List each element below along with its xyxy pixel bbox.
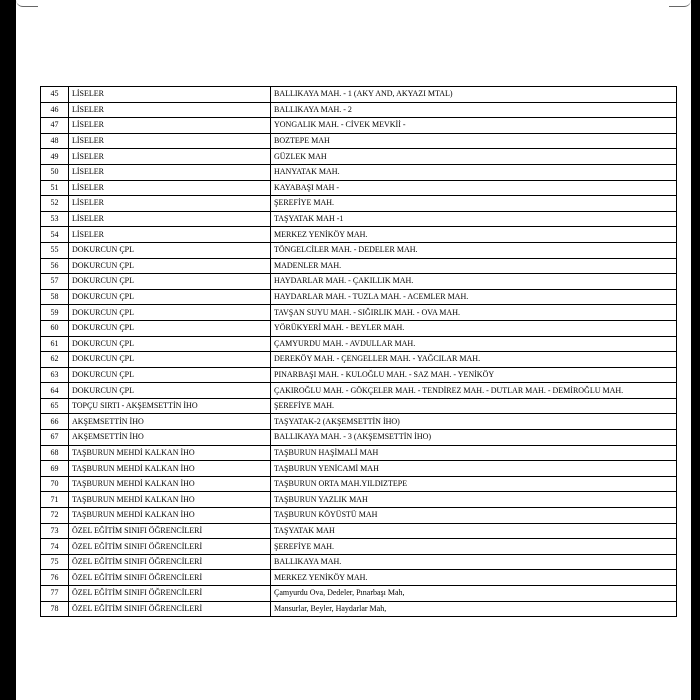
neighborhood-list: TAVŞAN SUYU MAH. - SIĞIRLIK MAH. - OVA MAH. — [271, 305, 677, 321]
school-name: TAŞBURUN MEHDİ KALKAN İHO — [69, 461, 271, 477]
table-row — [41, 570, 677, 586]
school-name: LİSELER — [69, 180, 271, 196]
neighborhood-list: PINARBAŞI MAH. - KULOĞLU MAH. - SAZ MAH. - YENİKÖY — [271, 367, 677, 383]
neighborhood-list: BALLIKAYA MAH. — [271, 554, 677, 570]
school-name: LİSELER — [69, 227, 271, 243]
row-number: 67 — [41, 430, 69, 446]
row-number: 46 — [41, 102, 69, 118]
table-row — [41, 586, 677, 602]
school-name: DOKURCUN ÇPL — [69, 289, 271, 305]
row-number: 50 — [41, 164, 69, 180]
school-name: LİSELER — [69, 211, 271, 227]
school-name: AKŞEMSETTİN İHO — [69, 414, 271, 430]
table-row — [41, 87, 677, 103]
table-row — [41, 180, 677, 196]
school-name: DOKURCUN ÇPL — [69, 352, 271, 368]
table-row — [41, 398, 677, 414]
row-number: 78 — [41, 601, 69, 617]
school-name: AKŞEMSETTİN İHO — [69, 430, 271, 446]
row-number: 53 — [41, 211, 69, 227]
top-right-corner — [669, 0, 691, 7]
neighborhood-list: DEREKÖY MAH. - ÇENGELLER MAH. - YAĞCILAR MAH. — [271, 352, 677, 368]
neighborhood-list: ŞEREFİYE MAH. — [271, 196, 677, 212]
page-bottom-margin — [16, 684, 691, 700]
school-name: ÖZEL EĞİTİM SINIFI ÖĞRENCİLERİ — [69, 554, 271, 570]
row-number: 63 — [41, 367, 69, 383]
table-row — [41, 414, 677, 430]
neighborhood-list: HAYDARLAR MAH. - TUZLA MAH. - ACEMLER MAH. — [271, 289, 677, 305]
school-name: DOKURCUN ÇPL — [69, 258, 271, 274]
school-name: LİSELER — [69, 87, 271, 103]
school-name: TAŞBURUN MEHDİ KALKAN İHO — [69, 508, 271, 524]
table-row — [41, 336, 677, 352]
right-edge — [691, 0, 700, 700]
neighborhood-list: Çamyurdu Ova, Dedeler, Pınarbaşı Mah, — [271, 586, 677, 602]
school-name: LİSELER — [69, 133, 271, 149]
row-number: 59 — [41, 305, 69, 321]
top-left-corner — [16, 0, 38, 7]
neighborhood-list: TAŞBURUN HAŞİMALİ MAH — [271, 445, 677, 461]
table-row — [41, 508, 677, 524]
school-name: DOKURCUN ÇPL — [69, 320, 271, 336]
neighborhood-list: ŞEREFİYE MAH. — [271, 398, 677, 414]
school-name: LİSELER — [69, 102, 271, 118]
neighborhood-list: Mansurlar, Beyler, Haydarlar Mah, — [271, 601, 677, 617]
neighborhood-list: TAŞYATAK MAH -1 — [271, 211, 677, 227]
table-row — [41, 461, 677, 477]
row-number: 58 — [41, 289, 69, 305]
neighborhood-list: TAŞBURUN YENİCAMİ MAH — [271, 461, 677, 477]
school-name: ÖZEL EĞİTİM SINIFI ÖĞRENCİLERİ — [69, 523, 271, 539]
school-name: TOPÇU SIRTI - AKŞEMSETTİN İHO — [69, 398, 271, 414]
row-number: 57 — [41, 274, 69, 290]
neighborhood-list: MADENLER MAH. — [271, 258, 677, 274]
row-number: 70 — [41, 476, 69, 492]
row-number: 73 — [41, 523, 69, 539]
table-row — [41, 352, 677, 368]
table-row — [41, 492, 677, 508]
route-table — [40, 86, 677, 617]
neighborhood-list: TAŞBURUN ORTA MAH.YILDIZTEPE — [271, 476, 677, 492]
neighborhood-list: BALLIKAYA MAH. - 3 (AKŞEMSETTİN İHO) — [271, 430, 677, 446]
school-name: LİSELER — [69, 196, 271, 212]
row-number: 76 — [41, 570, 69, 586]
row-number: 71 — [41, 492, 69, 508]
school-name: ÖZEL EĞİTİM SINIFI ÖĞRENCİLERİ — [69, 570, 271, 586]
table-row — [41, 601, 677, 617]
table-body — [41, 87, 677, 617]
table-row — [41, 211, 677, 227]
row-number: 47 — [41, 118, 69, 134]
school-name: TAŞBURUN MEHDİ KALKAN İHO — [69, 445, 271, 461]
table-row — [41, 554, 677, 570]
school-name: LİSELER — [69, 118, 271, 134]
neighborhood-list: YONGALIK MAH. - CİVEK MEVKİİ - — [271, 118, 677, 134]
neighborhood-list: ŞEREFİYE MAH. — [271, 539, 677, 555]
table-row — [41, 274, 677, 290]
neighborhood-list: TAŞYATAK MAH — [271, 523, 677, 539]
table-row — [41, 118, 677, 134]
school-name: ÖZEL EĞİTİM SINIFI ÖĞRENCİLERİ — [69, 586, 271, 602]
table-row — [41, 305, 677, 321]
row-number: 66 — [41, 414, 69, 430]
row-number: 55 — [41, 242, 69, 258]
row-number: 61 — [41, 336, 69, 352]
table-row — [41, 196, 677, 212]
school-name: DOKURCUN ÇPL — [69, 336, 271, 352]
neighborhood-list: BALLIKAYA MAH. - 1 (AKY AND, AKYAZI MTAL) — [271, 87, 677, 103]
neighborhood-list: ÇAMYURDU MAH. - AVDULLAR MAH. — [271, 336, 677, 352]
neighborhood-list: BOZTEPE MAH — [271, 133, 677, 149]
row-number: 49 — [41, 149, 69, 165]
row-number: 52 — [41, 196, 69, 212]
table-row — [41, 149, 677, 165]
neighborhood-list: HAYDARLAR MAH. - ÇAKILLIK MAH. — [271, 274, 677, 290]
row-number: 60 — [41, 320, 69, 336]
school-name: ÖZEL EĞİTİM SINIFI ÖĞRENCİLERİ — [69, 601, 271, 617]
neighborhood-list: HANYATAK MAH. — [271, 164, 677, 180]
neighborhood-list: TAŞBURUN YAZLIK MAH — [271, 492, 677, 508]
row-number: 68 — [41, 445, 69, 461]
school-name: TAŞBURUN MEHDİ KALKAN İHO — [69, 492, 271, 508]
row-number: 45 — [41, 87, 69, 103]
table-row — [41, 367, 677, 383]
table-row — [41, 133, 677, 149]
school-name: DOKURCUN ÇPL — [69, 305, 271, 321]
table-row — [41, 164, 677, 180]
neighborhood-list: TAŞBURUN KÖYÜSTÜ MAH — [271, 508, 677, 524]
school-name: DOKURCUN ÇPL — [69, 242, 271, 258]
row-number: 65 — [41, 398, 69, 414]
neighborhood-list: TÖNGELCİLER MAH. - DEDELER MAH. — [271, 242, 677, 258]
row-number: 72 — [41, 508, 69, 524]
neighborhood-list: ÇAKIROĞLU MAH. - GÖKÇELER MAH. - TENDİREZ MAH. - DUTLAR MAH. - DEMİROĞLU MAH. — [271, 383, 677, 399]
school-name: DOKURCUN ÇPL — [69, 383, 271, 399]
row-number: 56 — [41, 258, 69, 274]
table-row — [41, 320, 677, 336]
neighborhood-list: GÜZLEK MAH — [271, 149, 677, 165]
row-number: 62 — [41, 352, 69, 368]
neighborhood-list: KAYABAŞI MAH - — [271, 180, 677, 196]
row-number: 77 — [41, 586, 69, 602]
school-name: DOKURCUN ÇPL — [69, 367, 271, 383]
left-edge — [0, 0, 16, 700]
neighborhood-list: TAŞYATAK-2 (AKŞEMSETTİN İHO) — [271, 414, 677, 430]
school-name: TAŞBURUN MEHDİ KALKAN İHO — [69, 476, 271, 492]
school-name: ÖZEL EĞİTİM SINIFI ÖĞRENCİLERİ — [69, 539, 271, 555]
table-row — [41, 258, 677, 274]
table-row — [41, 289, 677, 305]
school-name: DOKURCUN ÇPL — [69, 274, 271, 290]
table-row — [41, 383, 677, 399]
table-row — [41, 227, 677, 243]
table-row — [41, 523, 677, 539]
row-number: 51 — [41, 180, 69, 196]
table-row — [41, 539, 677, 555]
table-row — [41, 430, 677, 446]
neighborhood-list: MERKEZ YENİKÖY MAH. — [271, 570, 677, 586]
row-number: 64 — [41, 383, 69, 399]
school-name: LİSELER — [69, 149, 271, 165]
table-row — [41, 102, 677, 118]
row-number: 54 — [41, 227, 69, 243]
row-number: 75 — [41, 554, 69, 570]
table-row — [41, 242, 677, 258]
school-name: LİSELER — [69, 164, 271, 180]
table-row — [41, 476, 677, 492]
neighborhood-list: YÖRÜKYERİ MAH. - BEYLER MAH. — [271, 320, 677, 336]
row-number: 69 — [41, 461, 69, 477]
row-number: 74 — [41, 539, 69, 555]
table-row — [41, 445, 677, 461]
neighborhood-list: MERKEZ YENİKÖY MAH. — [271, 227, 677, 243]
neighborhood-list: BALLIKAYA MAH. - 2 — [271, 102, 677, 118]
row-number: 48 — [41, 133, 69, 149]
